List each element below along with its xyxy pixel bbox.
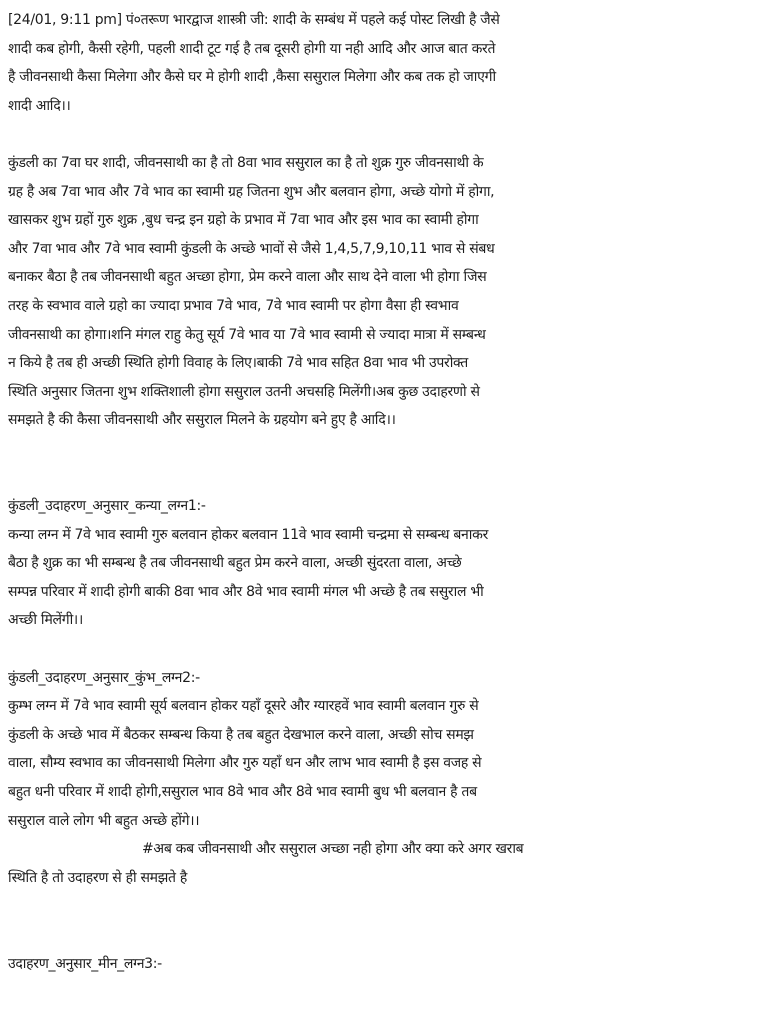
example1-section	[8, 492, 758, 635]
example1-heading: कुंडली_उदाहरण_अनुसार_कन्या_लग्न1:-	[8, 498, 206, 515]
example2-line: वाला, सौम्य स्वभाव का जीवनसाथी मिलेगा और गुरु यहाँ धन और लाभ भाव स्वामी है इस वजह से	[8, 755, 482, 772]
example2-section	[8, 664, 758, 836]
example1-line: कन्या लग्न में 7वे भाव स्वामी गुरु बलवान होकर बलवान 11वे भाव स्वामी चन्द्रमा से सम्बन्ध बनाकर	[8, 526, 489, 543]
paragraph-spacer	[8, 635, 758, 664]
example3-section	[8, 950, 758, 979]
main-line: तरह के स्वभाव वाले ग्रहो का ज्यादा प्रभाव 7वे भाव, 7वे भाव स्वामी पर होगा वैसा ही स्वभाव	[8, 297, 459, 314]
main-line: ग्रह है अब 7वा भाव और 7वे भाव का स्वामी ग्रह जितना शुभ और बलवान होगा, अच्छे योगो में होगा,	[8, 183, 495, 200]
intro-line: [24/01, 9:11 pm] पं०तरूण भारद्वाज शास्त्री जी: शादी के सम्बंध में पहले कई पोस्ट लिखी है जैसे	[8, 12, 500, 28]
example2-line: ससुराल वाले लोग भी बहुत अच्छे होंगे।।	[8, 812, 200, 829]
example1-line: सम्पन्न परिवार में शादी होगी बाकी 8वा भाव और 8वे भाव स्वामी मंगल भी अच्छे है तब ससुराल भी	[8, 583, 484, 600]
example2-line: कुंडली के अच्छे भाव में बैठकर सम्बन्ध किया है तब बहुत देखभाल करने वाला, अच्छी सोच समझ	[8, 726, 474, 743]
hashtag-line: #अब कब जीवनसाथी और ससुराल अच्छा नही होगा और क्या करे अगर खराब	[142, 841, 524, 858]
hashtag-section	[8, 835, 758, 892]
example1-line: अच्छी मिलेंगी।।	[8, 612, 83, 629]
intro-paragraph	[8, 6, 758, 120]
main-line: कुंडली का 7वा घर शादी, जीवनसाथी का है तो 8वा भाव ससुराल का है तो शुक्र गुरु जीवनसाथी के	[8, 154, 484, 171]
intro-line: है जीवनसाथी कैसा मिलेगा और कैसे घर मे होगी शादी ,कैसा ससुराल मिलेगा और कब तक हो जाएगी	[8, 69, 496, 86]
paragraph-spacer	[8, 892, 758, 949]
example3-heading: उदाहरण_अनुसार_मीन_लग्न3:-	[8, 955, 162, 972]
example2-line: कुम्भ लग्न में 7वे भाव स्वामी सूर्य बलवान होकर यहाँ दूसरे और ग्यारहवें भाव स्वामी बलवान गुरु से	[8, 698, 479, 715]
main-line: न किये है तब ही अच्छी स्थिति होगी विवाह के लिए।बाकी 7वे भाव सहित 8वा भाव भी उपरोक्त	[8, 355, 468, 372]
paragraph-spacer	[8, 435, 758, 492]
main-line: जीवनसाथी का होगा।शनि मंगल राहु केतु सूर्य 7वे भाव या 7वे भाव स्वामी से ज्यादा मात्रा में सम्बन्ध	[8, 326, 486, 343]
intro-line: शादी कब होगी, कैसी रहेगी, पहली शादी टूट गई है तब दूसरी होगी या नही आदि और आज बात करते	[8, 40, 496, 57]
main-paragraph	[8, 149, 758, 435]
example2-line: बहुत धनी परिवार में शादी होगी,ससुराल भाव 8वे भाव और 8वे भाव स्वामी बुध भी बलवान है तब	[8, 784, 477, 801]
example2-heading: कुंडली_उदाहरण_अनुसार_कुंभ_लग्न2:-	[8, 669, 200, 686]
main-line: समझते है की कैसा जीवनसाथी और ससुराल मिलने के ग्रहयोग बने हुए है आदि।।	[8, 412, 396, 429]
example1-line: बैठा है शुक्र का भी सम्बन्ध है तब जीवनसाथी बहुत प्रेम करने वाला, अच्छी सुंदरता वाला, अच्छे	[8, 555, 462, 572]
hashtag-continuation: स्थिति है तो उदाहरण से ही समझते है	[8, 869, 188, 886]
paragraph-spacer	[8, 120, 758, 149]
main-line: स्थिति अनुसार जितना शुभ शक्तिशाली होगा ससुराल उतनी अचसहि मिलेंगी।अब कुछ उदाहरणो से	[8, 383, 480, 400]
main-line: बनाकर बैठा है तब जीवनसाथी बहुत अच्छा होगा, प्रेम करने वाला और साथ देने वाला भी होगा जिस	[8, 269, 487, 286]
main-line: खासकर शुभ ग्रहों गुरु शुक्र ,बुध चन्द्र इन ग्रहो के प्रभाव में 7वा भाव और इस भाव का स्वामी होगा	[8, 212, 479, 229]
main-line: और 7वा भाव और 7वे भाव स्वामी कुंडली के अच्छे भावों से जैसे 1,4,5,7,9,10,11 भाव से संबध	[8, 240, 495, 257]
intro-line: शादी आदि।।	[8, 97, 71, 114]
